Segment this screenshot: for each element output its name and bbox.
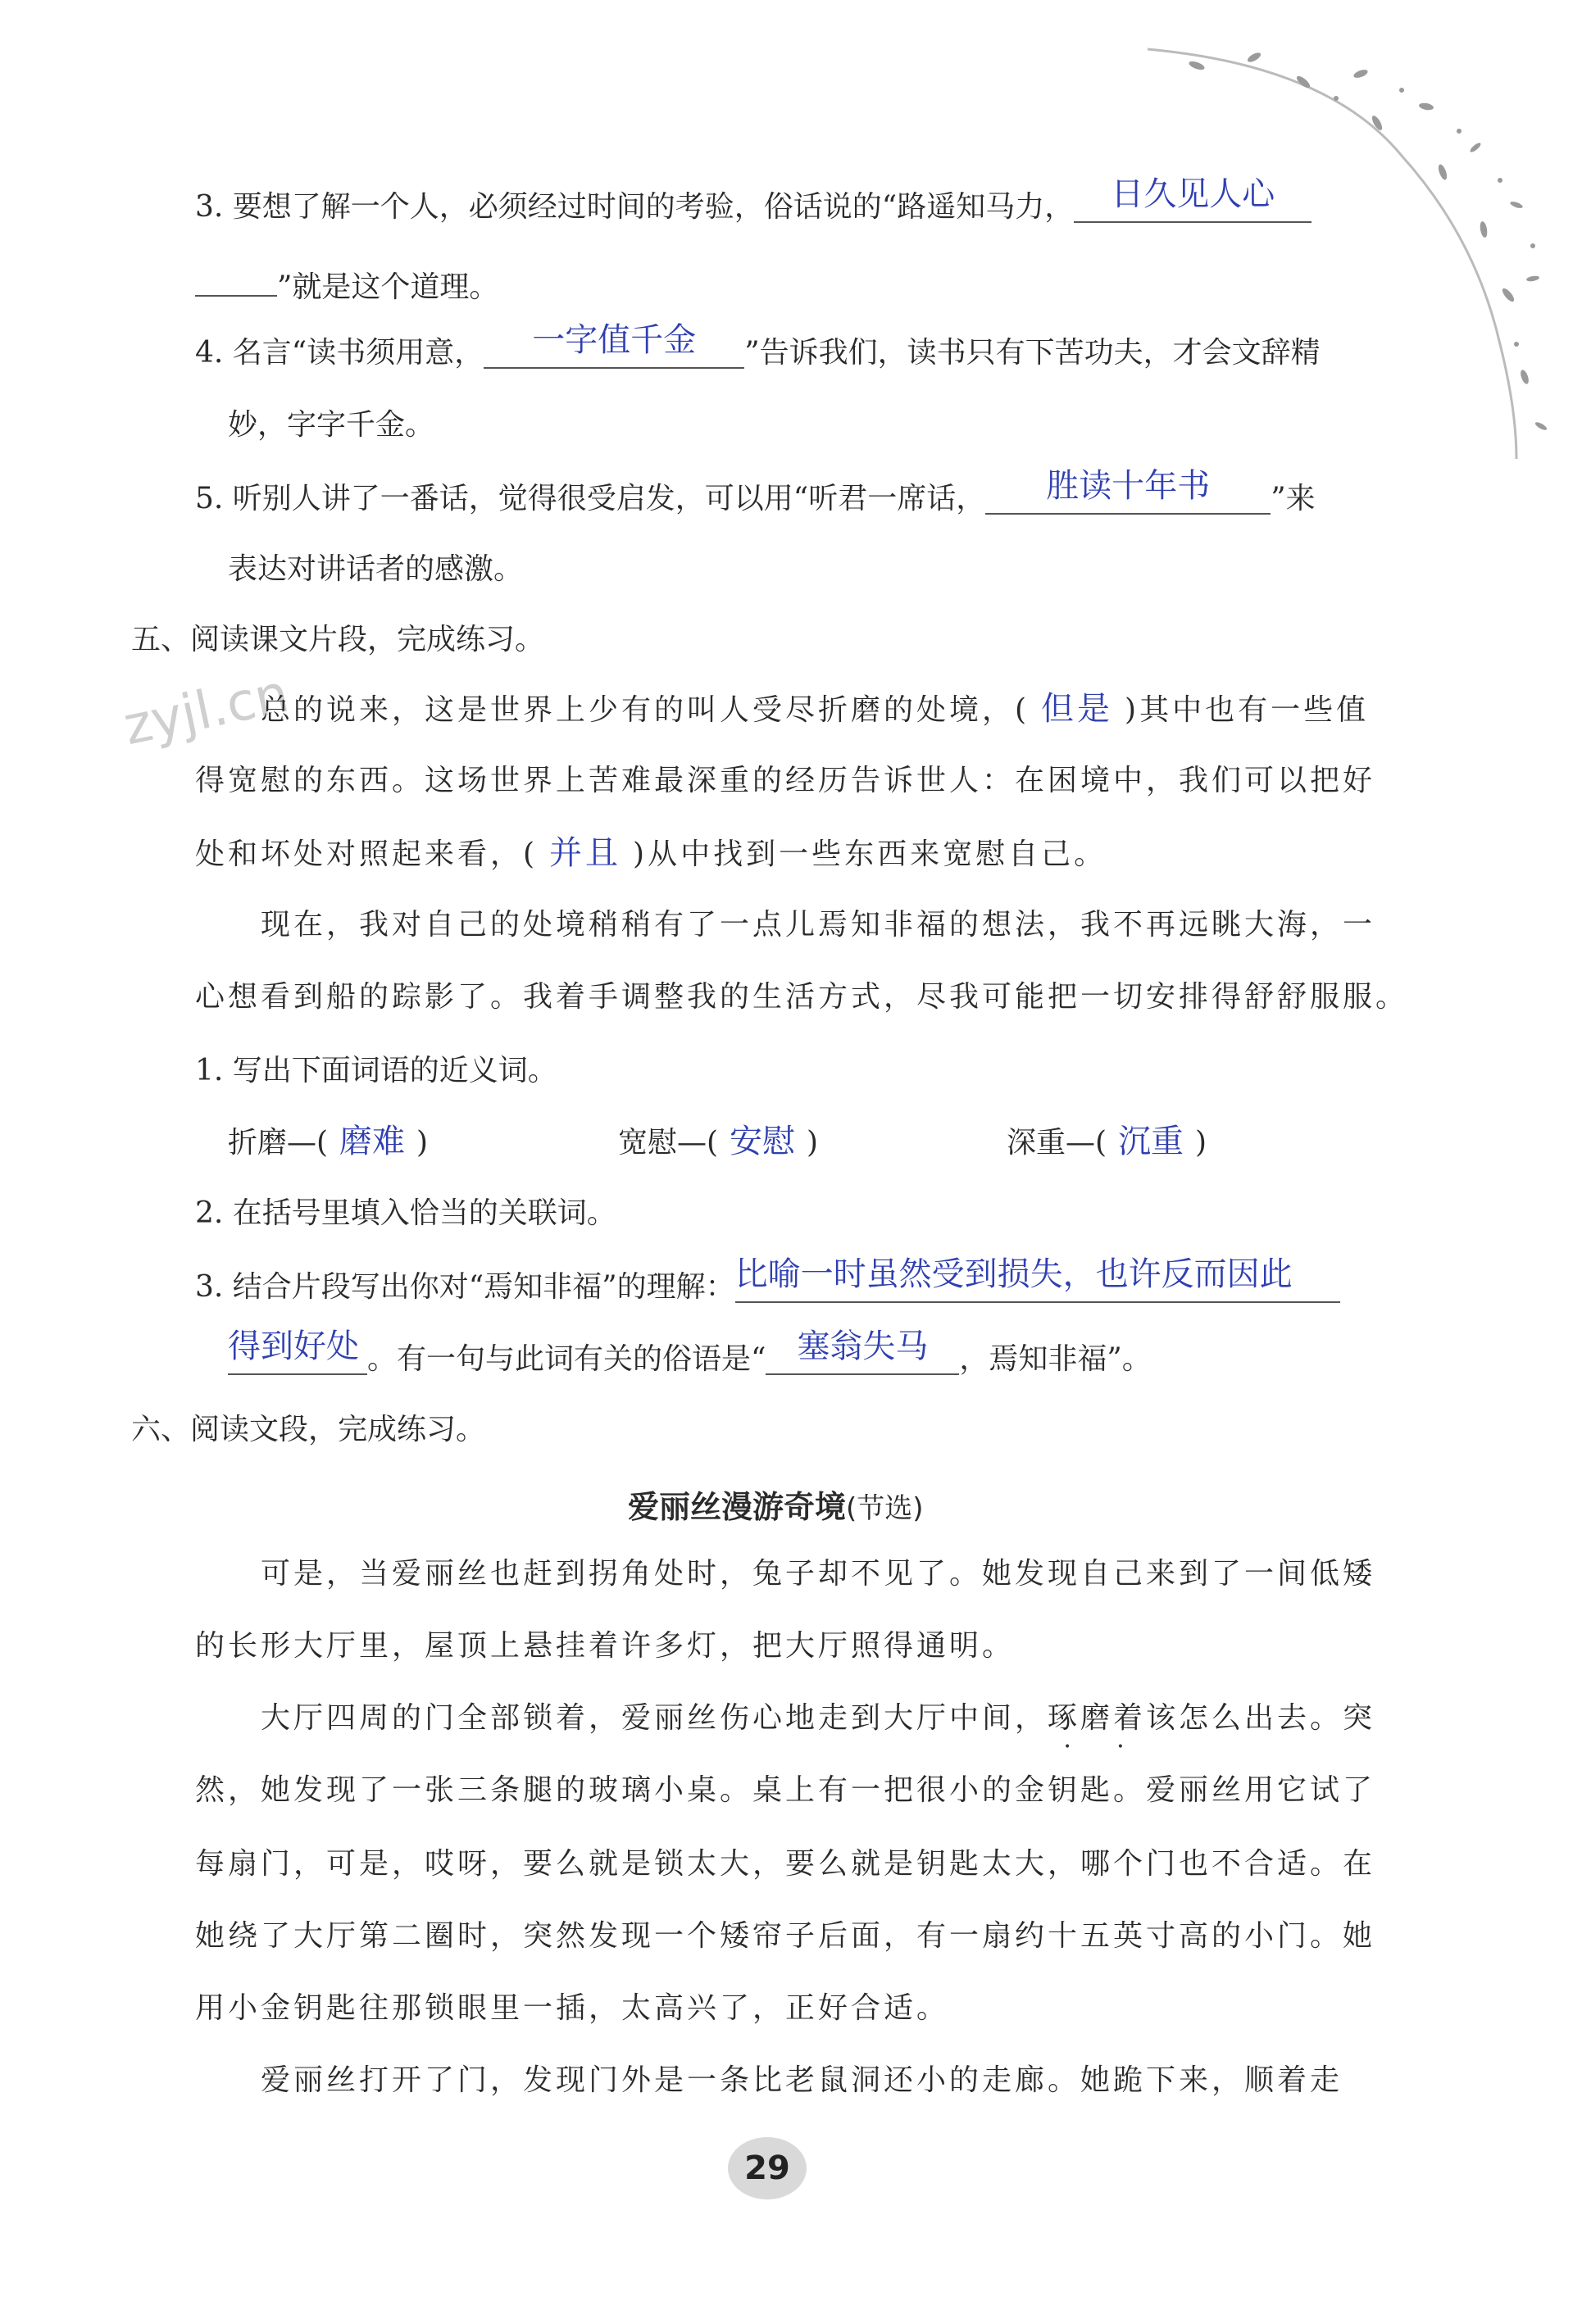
section5-sub3-line1 [195,1255,1340,1308]
syn1-answer[interactable]: 磨难 [339,1123,406,1160]
q4-text-a: 4. 名言“读书须用意， [195,336,484,370]
section6-heading: 六、阅读文段，完成练习。 [131,1413,486,1446]
passage-line-6: 她绕了大厅第二圈时，突然发现一个矮帘子后面，有一扇约十五英寸高的小门。她 [195,1919,1376,1953]
section5-p2-line2: 心想看到船的踪影了。我着手调整我的生活方式，尽我可能把一切安排得舒舒服服。 [195,980,1409,1014]
q5-line2: 表达对讲话者的感激。 [228,552,524,586]
q4-answer-blank[interactable] [484,321,744,369]
q4-answer: 一字值千金 [532,321,697,359]
q5-line1 [195,467,1316,520]
q5-answer-blank[interactable] [985,467,1271,515]
q3-blank-continued[interactable] [195,259,277,297]
q3-answer: 日久见人心 [1111,175,1275,213]
syn3-close: ) [1195,1126,1207,1160]
syn1-close: ) [416,1126,429,1160]
s3-answer2-blank[interactable] [228,1328,367,1375]
passage-line-1: 可是，当爱丽丝也赶到拐角处时，兔子却不见了。她发现自己来到了一间低矮 [261,1557,1376,1591]
section5-sub1: 1. 写出下面词语的近义词。 [195,1054,557,1087]
q3-text-b: ”就是这个道理。 [277,270,499,304]
emphasis-dots: • • [1064,1741,1145,1754]
s3-text-b: 。有一句与此词有关的俗语是“ [367,1342,766,1376]
passage-line-4: 然，她发现了一张三条腿的玻璃小桌。桌上有一把很小的金钥匙。爱丽丝用它试了 [195,1773,1376,1807]
section5-p1-line2: 得宽慰的东西。这场世界上苦难最深重的经历告诉世人：在困境中，我们可以把好 [195,764,1376,797]
q5-text-a: 5. 听别人讲了一番话，觉得很受启发，可以用“听君一席话， [195,482,986,515]
p1-text-d: 处和坏处对照起来看，( [195,837,539,871]
syn2-close: ) [807,1126,819,1160]
synonym-item-2 [618,1121,818,1164]
passage-title-text: 爱丽丝漫游奇境 [628,1489,847,1525]
p1-answer1[interactable]: 但是 [1041,690,1114,728]
q3-line1 [195,175,1312,228]
q5-answer: 胜读十年书 [1046,467,1211,505]
q4-line1 [195,321,1321,374]
syn3-answer[interactable]: 沉重 [1118,1123,1184,1160]
p1-answer2[interactable]: 并且 [549,834,622,872]
syn2-answer[interactable]: 安慰 [730,1123,796,1160]
corner-leaf-decoration [1131,33,1557,475]
s3-text-a: 3. 结合片段写出你对“焉知非福”的理解： [195,1270,735,1304]
section5-p1-line1 [261,688,1369,731]
section5-p2-line1: 现在，我对自己的处境稍稍有了一点儿焉知非福的想法，我不再远眺大海，一 [261,908,1376,942]
passage-title [628,1482,924,1527]
section5-sub2: 2. 在括号里填入恰当的关联词。 [195,1196,616,1230]
section5-sub3-line2 [228,1328,1152,1380]
s3-answer2: 得到好处 [228,1328,359,1365]
passage-line-7: 用小金钥匙往那锁眼里一插，太高兴了，正好合适。 [195,1991,950,2025]
p1-text-a: 总的说来，这是世界上少有的叫人受尽折磨的处境，( [261,693,1030,727]
s3-answer3: 塞翁失马 [797,1328,929,1365]
syn3-word: 深重—( [1007,1126,1107,1160]
syn1-word: 折磨—( [228,1126,329,1160]
synonym-item-1 [228,1121,428,1164]
passage-line-3: 大厅四周的门全部锁着，爱丽丝伤心地走到大厅中间，琢磨着该怎么出去。突 [261,1701,1376,1735]
s3-answer1-blank[interactable] [734,1255,1340,1303]
passage-line-5: 每扇门，可是，哎呀，要么就是锁太大，要么就是钥匙太大，哪个门也不合适。在 [195,1847,1376,1881]
passage-title-note: (节选) [846,1492,924,1525]
q4-text-b: ”告诉我们，读书只有下苦功夫，才会文辞精 [744,336,1321,370]
q5-text-b: ”来 [1271,482,1316,515]
q3-line2 [195,259,498,308]
s3-answer3-blank[interactable] [766,1328,959,1375]
s3-answer1: 比喻一时虽然受到损失，也许反而因此 [734,1255,1293,1293]
synonym-item-3 [1007,1121,1207,1164]
p1-text-b: )其中也有一些值 [1125,693,1370,727]
passage-line-8: 爱丽丝打开了门，发现门外是一条比老鼠洞还小的走廊。她跪下来，顺着走 [261,2063,1343,2097]
p1-text-e: )从中找到一些东西来宽慰自己。 [633,837,1107,871]
s3-text-c: ，焉知非福”。 [959,1342,1152,1376]
watermark: zyjl.cn [118,663,294,758]
q3-answer-blank[interactable] [1074,175,1312,223]
q3-text-a: 3. 要想了解一个人，必须经过时间的考验，俗话说的“路遥知马力， [195,190,1075,224]
section5-heading: 五、阅读课文片段，完成练习。 [131,623,545,656]
passage-line-2: 的长形大厅里，屋顶上悬挂着许多灯，把大厅照得通明。 [195,1629,1016,1663]
q4-line2: 妙，字字千金。 [228,408,435,442]
section5-p1-line3 [195,833,1107,875]
syn2-word: 宽慰—( [618,1126,719,1160]
page-number: 29 [728,2137,807,2199]
